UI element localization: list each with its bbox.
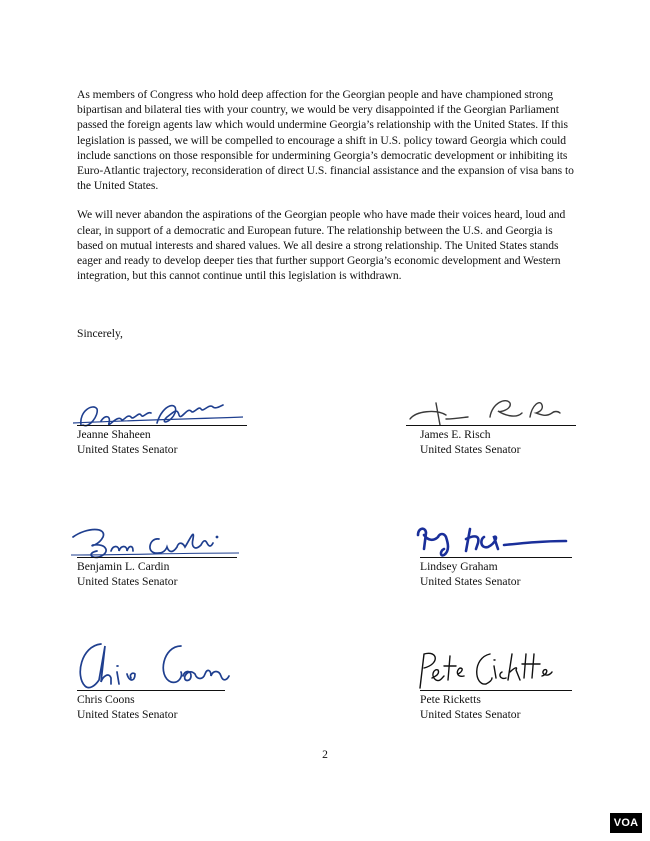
- signer-name: Chris Coons: [77, 693, 135, 706]
- signer-title: United States Senator: [77, 443, 178, 456]
- paragraph-2: We will never abandon the aspirations of the Georgian people who have made their voices heard, loud and clear, in support of a democratic and European future. The relationship between the U.S. and Georgia is based on mutual interests and shared values. We all desire a strong relationship. The United States stands eager and ready to develop deeper ties that further support Georgia’s economic development and Western integration, but this cannot continue until this legislation is withdrawn.: [77, 208, 566, 283]
- signature-line: [420, 690, 572, 691]
- signer-name: Lindsey Graham: [420, 560, 498, 573]
- letter-body: [77, 87, 579, 297]
- signature-line: [77, 425, 247, 426]
- signature-coons-graphic: [71, 636, 251, 694]
- signer-name: Benjamin L. Cardin: [77, 560, 170, 573]
- page-number: 2: [322, 748, 328, 761]
- signature-line: [420, 557, 572, 558]
- signature-line: [77, 690, 225, 691]
- signer-title: United States Senator: [420, 708, 521, 721]
- voa-watermark-logo: VOA: [610, 813, 642, 833]
- signature-ricketts-graphic: [410, 644, 590, 694]
- signer-title: United States Senator: [420, 575, 521, 588]
- signature-line: [77, 557, 237, 558]
- signer-name: Jeanne Shaheen: [77, 428, 151, 441]
- signer-title: United States Senator: [77, 575, 178, 588]
- signer-name: James E. Risch: [420, 428, 491, 441]
- signature-line: [406, 425, 576, 426]
- signer-title: United States Senator: [420, 443, 521, 456]
- paragraph-1: As members of Congress who hold deep affection for the Georgian people and have championed strong bipartisan and bilateral ties with your country, we would be very disappointed if the Georgian Parliament passed the foreign agents law which would undermine Georgia’s relationship with the United States. If this legislation is passed, we will be compelled to encourage a shift in U.S. policy toward Georgia which could include sanctions on those responsible for undermining Georgia’s democratic development or inhibiting its Euro-Atlantic trajectory, reconsideration of direct U.S. financial assistance and the expansion of visa bans to the United States.: [77, 88, 574, 193]
- closing-salutation: Sincerely,: [77, 327, 123, 340]
- signer-title: United States Senator: [77, 708, 178, 721]
- signer-name: Pete Ricketts: [420, 693, 481, 706]
